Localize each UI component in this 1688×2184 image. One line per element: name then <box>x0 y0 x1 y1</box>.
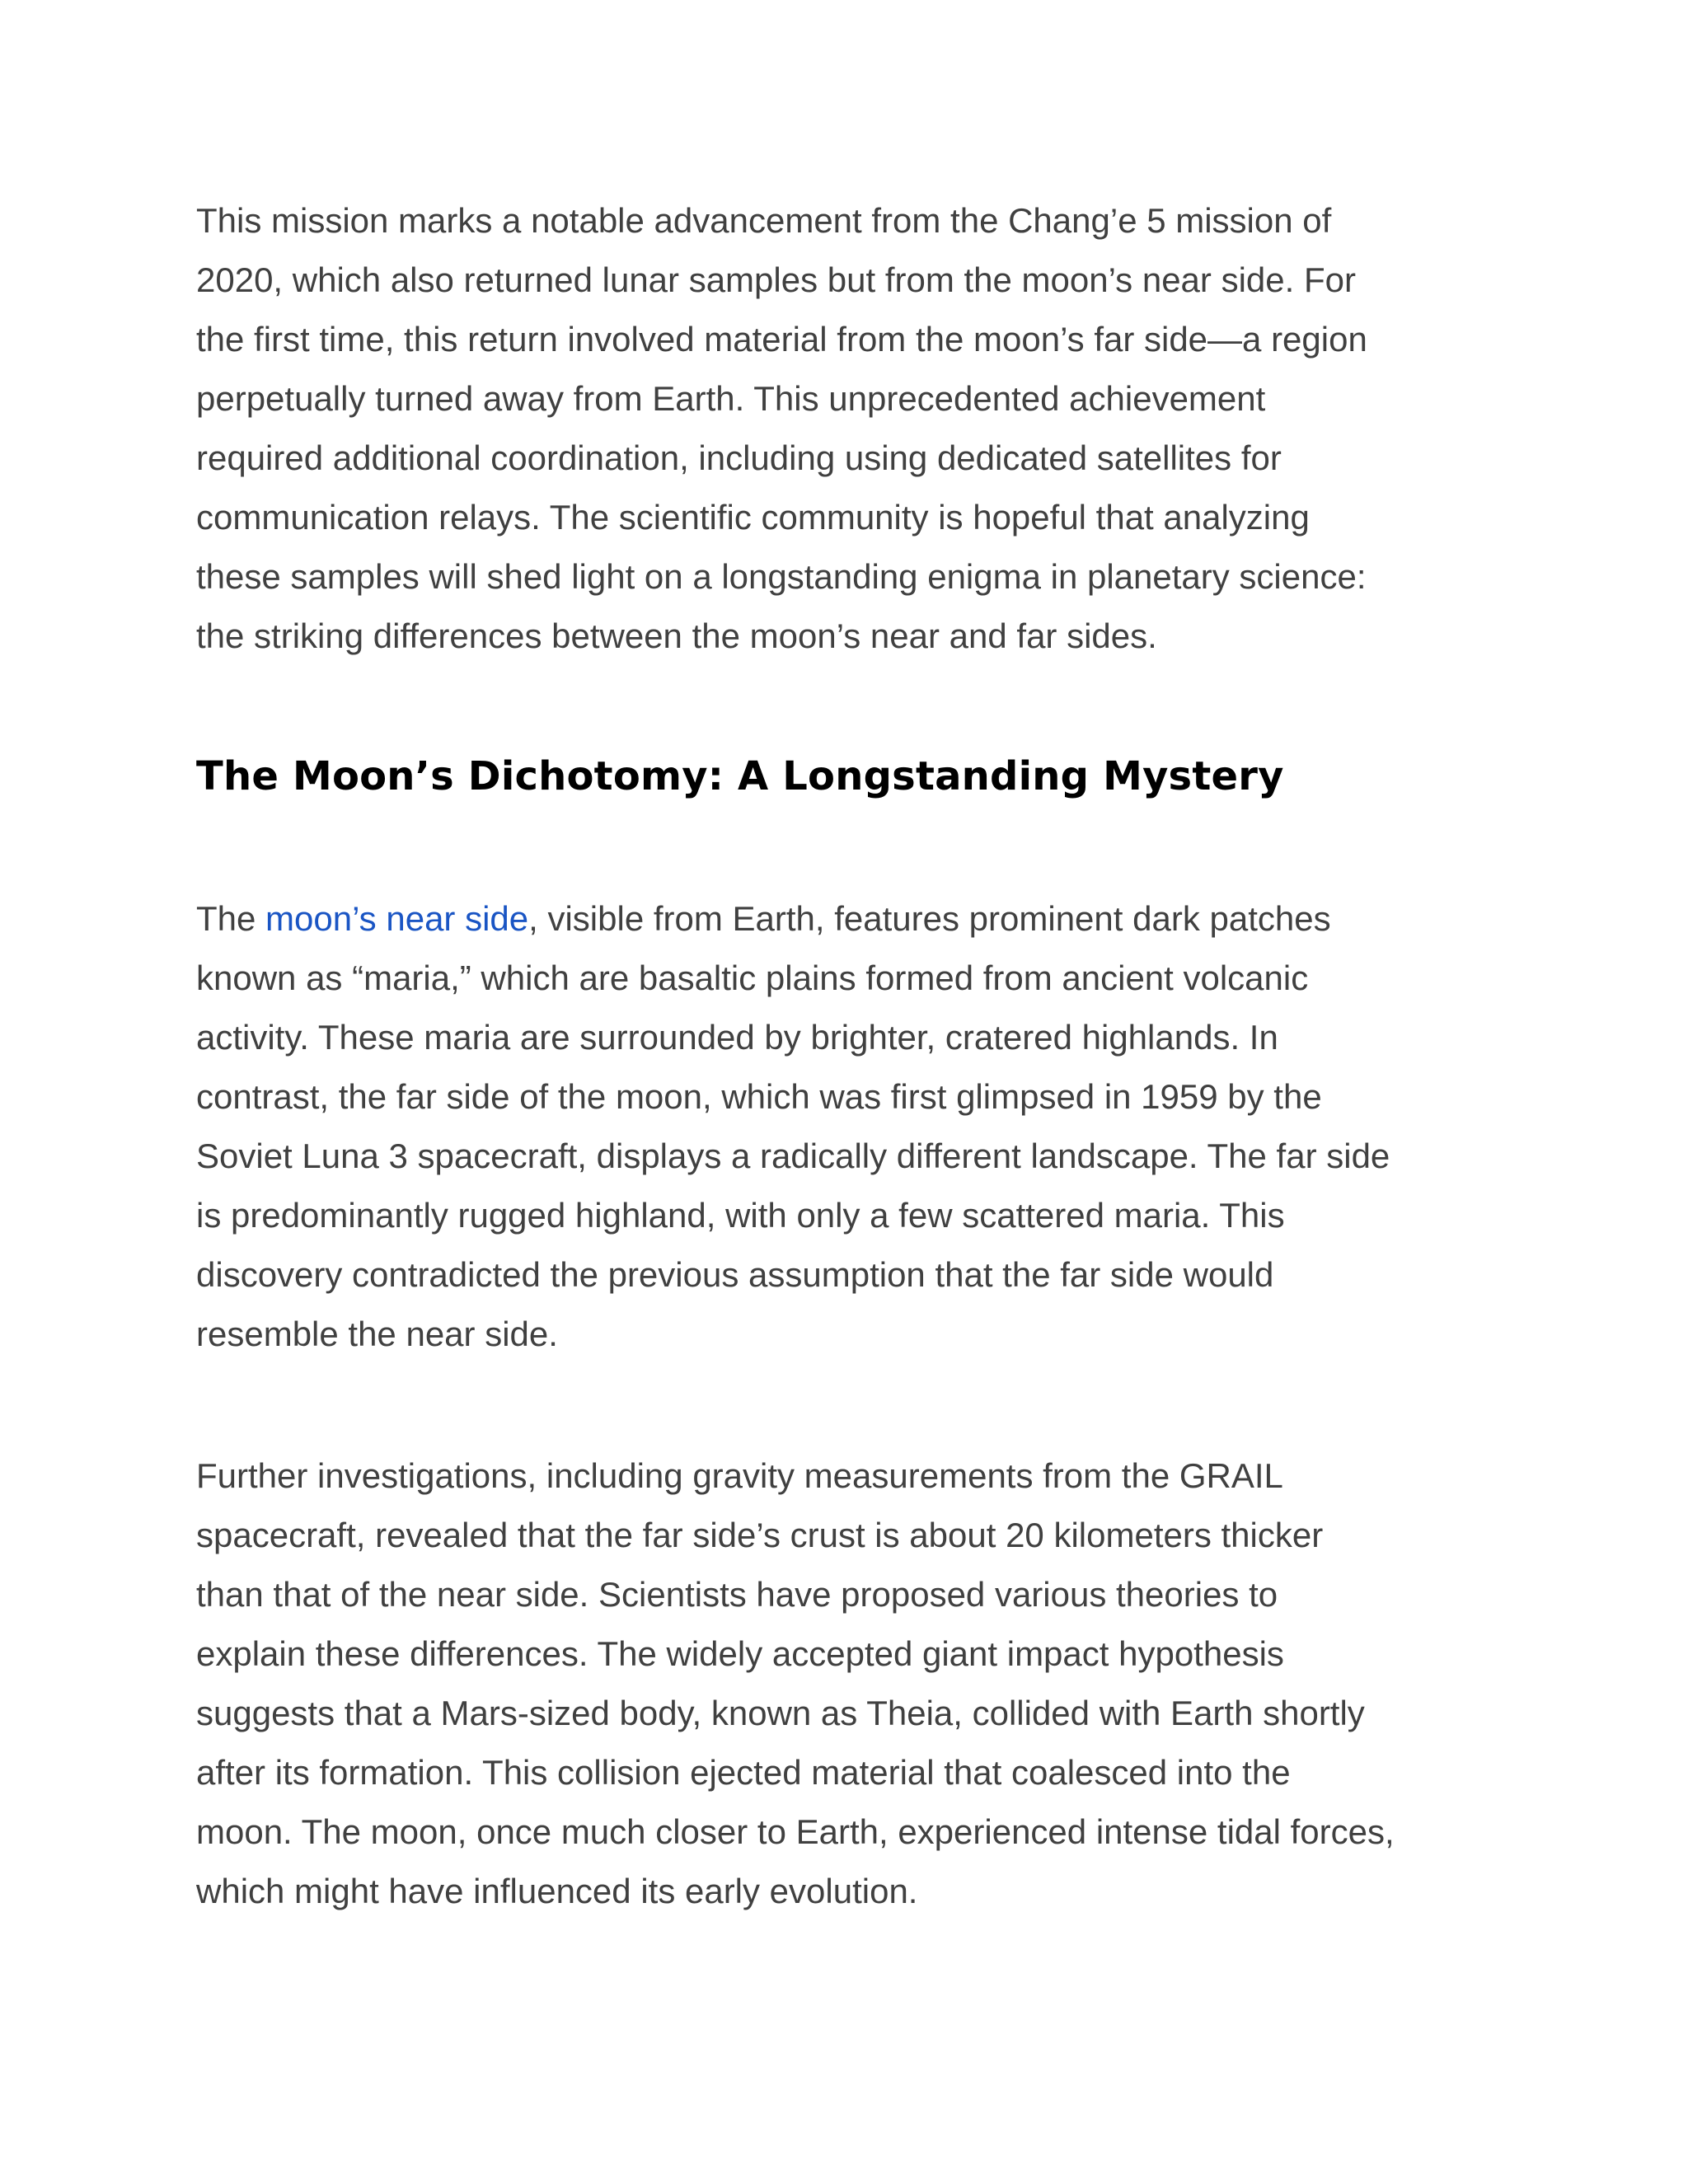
text-line: communication relays. The scientific community is hopeful that analyzing <box>196 498 1310 537</box>
text-line: the first time, this return involved material from the moon’s far side—a region <box>196 320 1367 359</box>
text-line: Further investigations, including gravity measurements from the GRAIL <box>196 1456 1283 1495</box>
text-line: moon. The moon, once much closer to Earth, experienced intense tidal forces, <box>196 1812 1395 1851</box>
moons-near-side-link[interactable]: moon’s near side <box>265 899 529 938</box>
paragraph-near-far-side <box>196 889 1507 1364</box>
text-line: resemble the near side. <box>196 1315 558 1353</box>
paragraph-mission-advancement <box>196 191 1507 666</box>
text-line: activity. These maria are surrounded by brighter, cratered highlands. In <box>196 1018 1278 1057</box>
text-line: after its formation. This collision ejected material that coalesced into the <box>196 1753 1291 1792</box>
text-line: perpetually turned away from Earth. This unprecedented achievement <box>196 379 1266 418</box>
text-line: required additional coordination, including using dedicated satellites for <box>196 438 1282 477</box>
text-line: is predominantly rugged highland, with only a few scattered maria. This <box>196 1196 1285 1235</box>
text-line: suggests that a Mars-sized body, known as Theia, collided with Earth shortly <box>196 1694 1365 1732</box>
text-line: explain these differences. The widely accepted giant impact hypothesis <box>196 1634 1284 1673</box>
text-line: Soviet Luna 3 spacecraft, displays a radically different landscape. The far side <box>196 1137 1390 1175</box>
text-line <box>196 889 1507 949</box>
text-segment: , visible from Earth, features prominent dark patches <box>528 899 1331 938</box>
section-heading: The Moon’s Dichotomy: A Longstanding Mystery <box>196 753 1284 799</box>
text-line: 2020, which also returned lunar samples but from the moon’s near side. For <box>196 260 1356 299</box>
text-line: known as “maria,” which are basaltic plains formed from ancient volcanic <box>196 958 1309 997</box>
text-line: This mission marks a notable advancement from the Chang’e 5 mission of <box>196 201 1332 240</box>
text-line: discovery contradicted the previous assumption that the far side would <box>196 1255 1274 1294</box>
text-line: contrast, the far side of the moon, which was first glimpsed in 1959 by the <box>196 1077 1322 1116</box>
article-body <box>196 191 1507 1921</box>
text-segment: The <box>196 899 266 938</box>
text-line: the striking differences between the moon’s near and far sides. <box>196 616 1157 655</box>
paragraph-further-investigations <box>196 1446 1507 1921</box>
text-line: than that of the near side. Scientists have proposed various theories to <box>196 1575 1278 1614</box>
text-line: which might have influenced its early evolution. <box>196 1872 918 1910</box>
text-line: these samples will shed light on a longstanding enigma in planetary science: <box>196 557 1367 596</box>
text-line: spacecraft, revealed that the far side’s crust is about 20 kilometers thicker <box>196 1516 1324 1554</box>
